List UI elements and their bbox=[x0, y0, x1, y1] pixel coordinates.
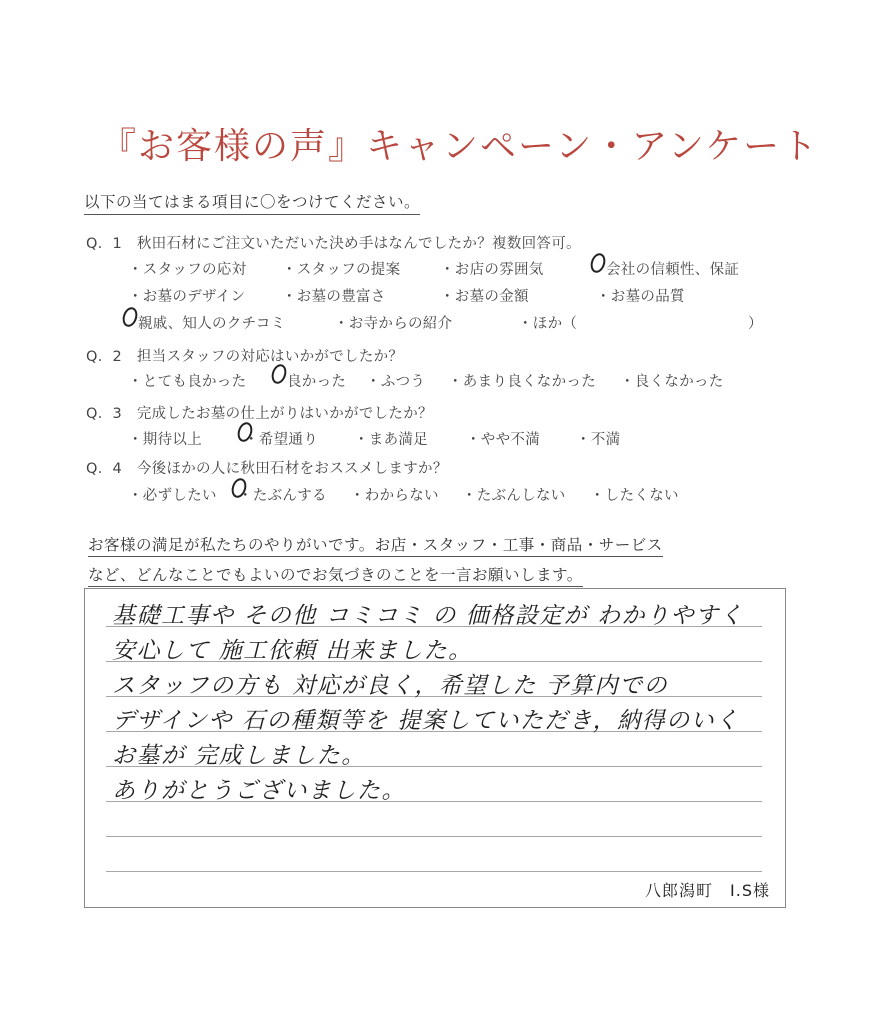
q3-option-slightly-unsatisfied[interactable]: ・やや不満 bbox=[466, 432, 540, 448]
q4-option-dont-know[interactable]: ・わからない bbox=[350, 488, 439, 504]
ruled-line bbox=[106, 871, 762, 872]
q1-option-company-reliability[interactable]: 会社の信頼性、保証 bbox=[606, 262, 740, 278]
signature: 八郎潟町 I.S様 bbox=[645, 881, 770, 900]
q3-option-fairly-satisfied[interactable]: ・まあ満足 bbox=[354, 432, 428, 448]
q1-option-temple-referral[interactable]: ・お寺からの紹介 bbox=[334, 316, 453, 332]
q1-option-shop-atmosphere[interactable]: ・お店の雰囲気 bbox=[440, 262, 544, 278]
question-3-label: Q．3 完成したお墓の仕上がりはいかがでしたか？ bbox=[86, 406, 433, 422]
q4-option-probably-not[interactable]: ・たぶんしない bbox=[462, 488, 566, 504]
question-2-label: Q．2 担当スタッフの対応はいかがでしたか？ bbox=[86, 349, 404, 365]
page-title: 『お客様の声』キャンペーン・アンケート bbox=[100, 126, 820, 167]
q2-option-very-good[interactable]: ・とても良かった bbox=[128, 374, 247, 390]
q1-option-staff-proposal[interactable]: ・スタッフの提案 bbox=[282, 262, 401, 278]
q3-option-exceeded[interactable]: ・期待以上 bbox=[128, 432, 202, 448]
q4-option-definitely[interactable]: ・必ずしたい bbox=[128, 488, 217, 504]
q1-option-other-close: ） bbox=[748, 316, 763, 332]
question-4-label: Q．4 今後ほかの人に秋田石材をおススメしますか？ bbox=[86, 461, 448, 477]
comment-prompt-line-1: お客様の満足が私たちのやりがいです。お店・スタッフ・工事・商品・サービス bbox=[88, 533, 663, 557]
q1-option-grave-quality[interactable]: ・お墓の品質 bbox=[596, 289, 685, 305]
q2-option-not-good[interactable]: ・良くなかった bbox=[620, 374, 724, 390]
q1-checkmark-reliability bbox=[588, 251, 607, 274]
q2-option-not-very-good[interactable]: ・あまり良くなかった bbox=[448, 374, 596, 390]
handwritten-comment-line: スタッフの方も 対応が良く，希望した 予算内での bbox=[112, 673, 669, 699]
comment-prompt-line-2: など、どんなことでもよいのでお気づきのことを一言お願いします。 bbox=[88, 563, 583, 587]
q1-option-grave-design[interactable]: ・お墓のデザイン bbox=[128, 289, 246, 305]
q1-option-staff-response[interactable]: ・スタッフの応対 bbox=[128, 262, 247, 278]
instruction-text: 以下の当てはまる項目に〇をつけてください。 bbox=[84, 190, 420, 215]
q1-option-word-of-mouth[interactable]: 親戚、知人のクチコミ bbox=[138, 316, 286, 332]
q3-option-unsatisfied[interactable]: ・不満 bbox=[576, 432, 621, 448]
q1-option-other[interactable]: ・ほか（ bbox=[518, 316, 578, 332]
handwritten-comment-line: ありがとうございました。 bbox=[112, 778, 406, 804]
q1-checkmark-word-of-mouth bbox=[120, 305, 139, 328]
q4-option-will-not[interactable]: ・したくない bbox=[590, 488, 679, 504]
q1-option-grave-price[interactable]: ・お墓の金額 bbox=[440, 289, 529, 305]
q3-option-as-hoped[interactable]: ・希望通り bbox=[244, 432, 318, 448]
question-1-label: Q．1 秋田石材にご注文いただいた決め手はなんでしたか？複数回答可。 bbox=[86, 236, 581, 252]
handwritten-comment-line: お墓が 完成しました。 bbox=[112, 743, 366, 769]
ruled-line bbox=[106, 836, 762, 837]
q2-option-good[interactable]: 良かった bbox=[287, 374, 347, 390]
q2-option-average[interactable]: ・ふつう bbox=[366, 374, 426, 390]
handwritten-comment-line: デザインや 石の種類等を 提案していただき，納得のいく bbox=[112, 708, 740, 734]
handwritten-comment-line: 安心して 施工依頼 出来ました。 bbox=[112, 638, 473, 664]
q4-option-probably[interactable]: ・たぶんする bbox=[238, 488, 327, 504]
handwritten-comment-line: 基礎工事や その他 コミコミ の 価格設定が わかりやすく bbox=[112, 603, 745, 629]
q1-option-grave-variety[interactable]: ・お墓の豊富さ bbox=[282, 289, 386, 305]
